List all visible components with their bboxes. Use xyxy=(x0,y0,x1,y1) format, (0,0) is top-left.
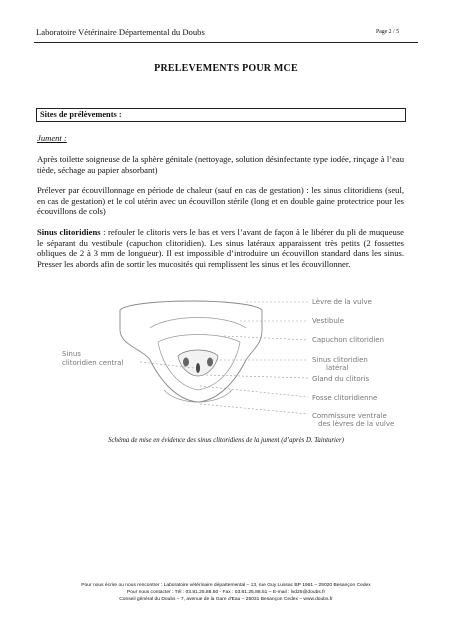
label-commissure-2: des lèvres de la vulve xyxy=(318,420,395,428)
header-page-number: Page 2 / 5 xyxy=(375,29,399,35)
label-sinus-lateral-1: Sinus clitoridien xyxy=(312,356,368,364)
label-vestibule: Vestibule xyxy=(312,317,345,325)
lateral-sinus-right xyxy=(207,358,213,367)
label-fosse: Fosse clitoridienne xyxy=(312,394,378,402)
figure-caption: Schéma de mise en évidence des sinus clitoridiens de la jument (d’après D. Tainturier) xyxy=(108,437,344,444)
header-lab-name: Laboratoire Vétérinaire Départemental du Doubs xyxy=(36,27,205,37)
lateral-sinus-left xyxy=(183,358,189,367)
label-sinus-central-1: Sinus xyxy=(62,350,81,358)
header-rule xyxy=(34,42,418,43)
paragraph-prelevement: Prélever par écouvillonnage en période de chaleur (sauf en cas de gestation) : les sinus clitoridiens (seul, en cas de gestation) et le col utérin avec un écouvillon stérile (long et en double gaine protectrice pour les écouvillons de cols) xyxy=(37,185,404,217)
paragraph-sinus-text: : refouler le clitoris vers le bas et vers l’avant de façon à le libérer du pli de muqueuse le séparant du vestibule (capuchon clitoridien). Les sinus latéraux apparaissent très petits (2 fossettes obliques de 2 à 3 mm de longueur). Il est impossible d’introduire un écouvillon standard dans les sinus. Presser les abords afin de sortir les mucosités qui remplissent les sinus et les écouvillonner. xyxy=(37,227,404,269)
section-label: Sites de prélèvements : xyxy=(40,110,122,119)
leader-capuchon xyxy=(224,336,308,340)
footer-address: Pour nous écrire ou nous rencontrer : Laboratoire vétérinaire départemental – 13, rue Guy Lussac BP 1961 – 25020 Besançon Cedex xyxy=(81,583,371,588)
anatomy-figure xyxy=(0,290,452,440)
vestibule-line xyxy=(150,318,246,329)
footer-contact: Pour nous contacter : Tél : 03.81.25.88.50 - Fax : 03.81.25.88.51 – E-mail : lvd25@doubs.fr xyxy=(126,590,326,595)
label-gland: Gland du clitoris xyxy=(312,375,370,383)
paragraph-toilette: Après toilette soigneuse de la sphère génitale (nettoyage, solution désinfectante type iodée, rinçage à l’eau tiède, séchage au papier absorbant) xyxy=(37,154,404,175)
label-sinus-lateral-2: latéral xyxy=(326,364,349,372)
paragraph-sinus-term: Sinus clitoridiens xyxy=(37,227,101,237)
leader-commissure xyxy=(200,404,308,414)
footer xyxy=(0,582,452,603)
anatomy-diagram xyxy=(0,290,452,440)
label-sinus-central-2: clitoridien central xyxy=(62,359,124,367)
footer-council: Conseil général du Doubs – 7, avenue de la Gare d'Eau – 25031 Besançon Cedex – www.doubs.fr xyxy=(119,597,333,602)
label-levre: Lèvre de la vulve xyxy=(312,298,372,306)
leader-gland xyxy=(206,375,308,378)
central-sinus xyxy=(196,363,200,373)
paragraph-sinus xyxy=(37,227,404,269)
subheading-jument: Jument : xyxy=(37,133,67,143)
page-title: PRELEVEMENTS POUR MCE xyxy=(154,63,298,74)
label-capuchon: Capuchon clitoridien xyxy=(312,336,385,344)
section-box xyxy=(36,108,406,122)
label-commissure-1: Commissure ventrale xyxy=(312,412,387,420)
